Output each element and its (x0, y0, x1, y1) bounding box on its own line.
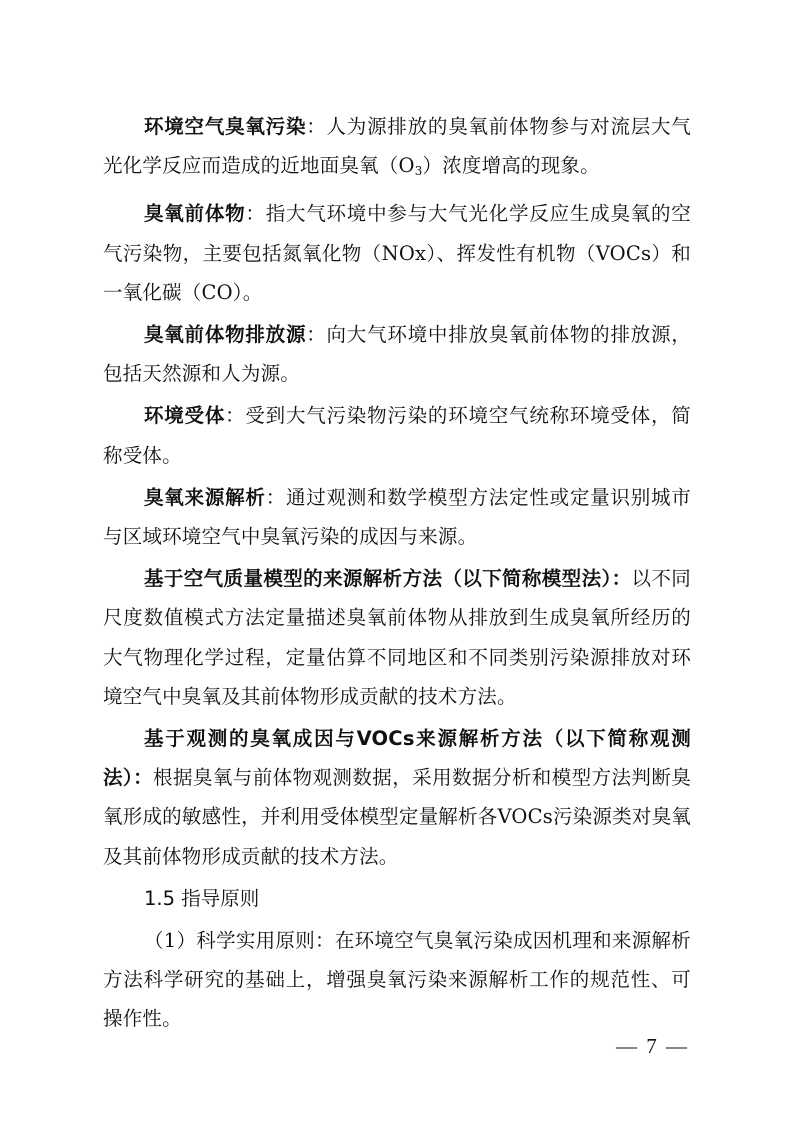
definition-separator: ： (225, 404, 246, 428)
definition-separator: ： (306, 323, 327, 347)
definition-text: 受到大气污染物污染的环境空气统称环境受体，简称受体。 (103, 404, 691, 467)
definition-environmental-receptor (103, 396, 691, 474)
definition-text: 向大气环境中排放臭氧前体物的排放源，包括天然源和人为源。 (103, 323, 691, 386)
definition-observation-method (103, 719, 691, 876)
definition-text: 人为源排放的臭氧前体物参与对流层大气光化学反应而造成的近地面臭氧（O (103, 115, 691, 178)
definition-text: 以不同尺度数值模式方法定量描述臭氧前体物从排放到生成臭氧所经历的大气物理化学过程，定量估算不同地区和不同类别污染源排放对环境空气中臭氧及其前体物形成贡献的技术方法。 (103, 567, 691, 708)
definition-separator: ： (265, 485, 286, 509)
page-number: — 7 — (616, 1034, 689, 1058)
definition-text: 通过观测和数学模型方法定性或定量识别城市与区域环境空气中臭氧污染的成因与来源。 (103, 485, 691, 549)
definition-term: 臭氧来源解析 (144, 485, 266, 509)
definition-model-method (103, 559, 691, 716)
definition-precursor-sources (103, 315, 691, 393)
definition-term: 臭氧前体物 (144, 202, 246, 226)
section-heading: 1.5 指导原则 (144, 886, 260, 910)
definition-separator: ： (245, 202, 266, 226)
definition-term: 基于空气质量模型的来源解析方法（以下简称模型法）： (144, 567, 632, 591)
definition-text: 根据臭氧与前体物观测数据，采用数据分析和模型方法判断臭氧形成的敏感性，并利用受体模型定量解析各VOCs污染源类对臭氧及其前体物形成贡献的技术方法。 (103, 766, 691, 868)
definition-term: 环境空气臭氧污染 (144, 115, 307, 138)
principle-item: （1）科学实用原则：在环境空气臭氧污染成因机理和来源解析方法科学研究的基础上，增强臭氧污染来源解析工作的规范性、可操作性。 (103, 929, 691, 1031)
definition-text: 指大气环境中参与大气光化学反应生成臭氧的空气污染物，主要包括氮氧化物（NOx）、挥发性有机物（VOCs）和一氧化碳（CO）。 (103, 202, 691, 304)
document-body (103, 107, 691, 1042)
definition-ozone-pollution (103, 107, 691, 191)
definition-term: 臭氧前体物排放源 (144, 323, 307, 347)
definition-term: 基于观测的臭氧成因与VOCs来源解析方法（以下简称观测法）： (103, 727, 691, 790)
subscript: 3 (414, 164, 423, 179)
definition-ozone-precursors (103, 194, 691, 312)
definition-separator: ： (306, 115, 327, 138)
definition-text-after: ）浓度增高的现象。 (422, 154, 600, 178)
definition-term: 环境受体 (144, 404, 226, 428)
definition-source-apportionment (103, 478, 691, 556)
